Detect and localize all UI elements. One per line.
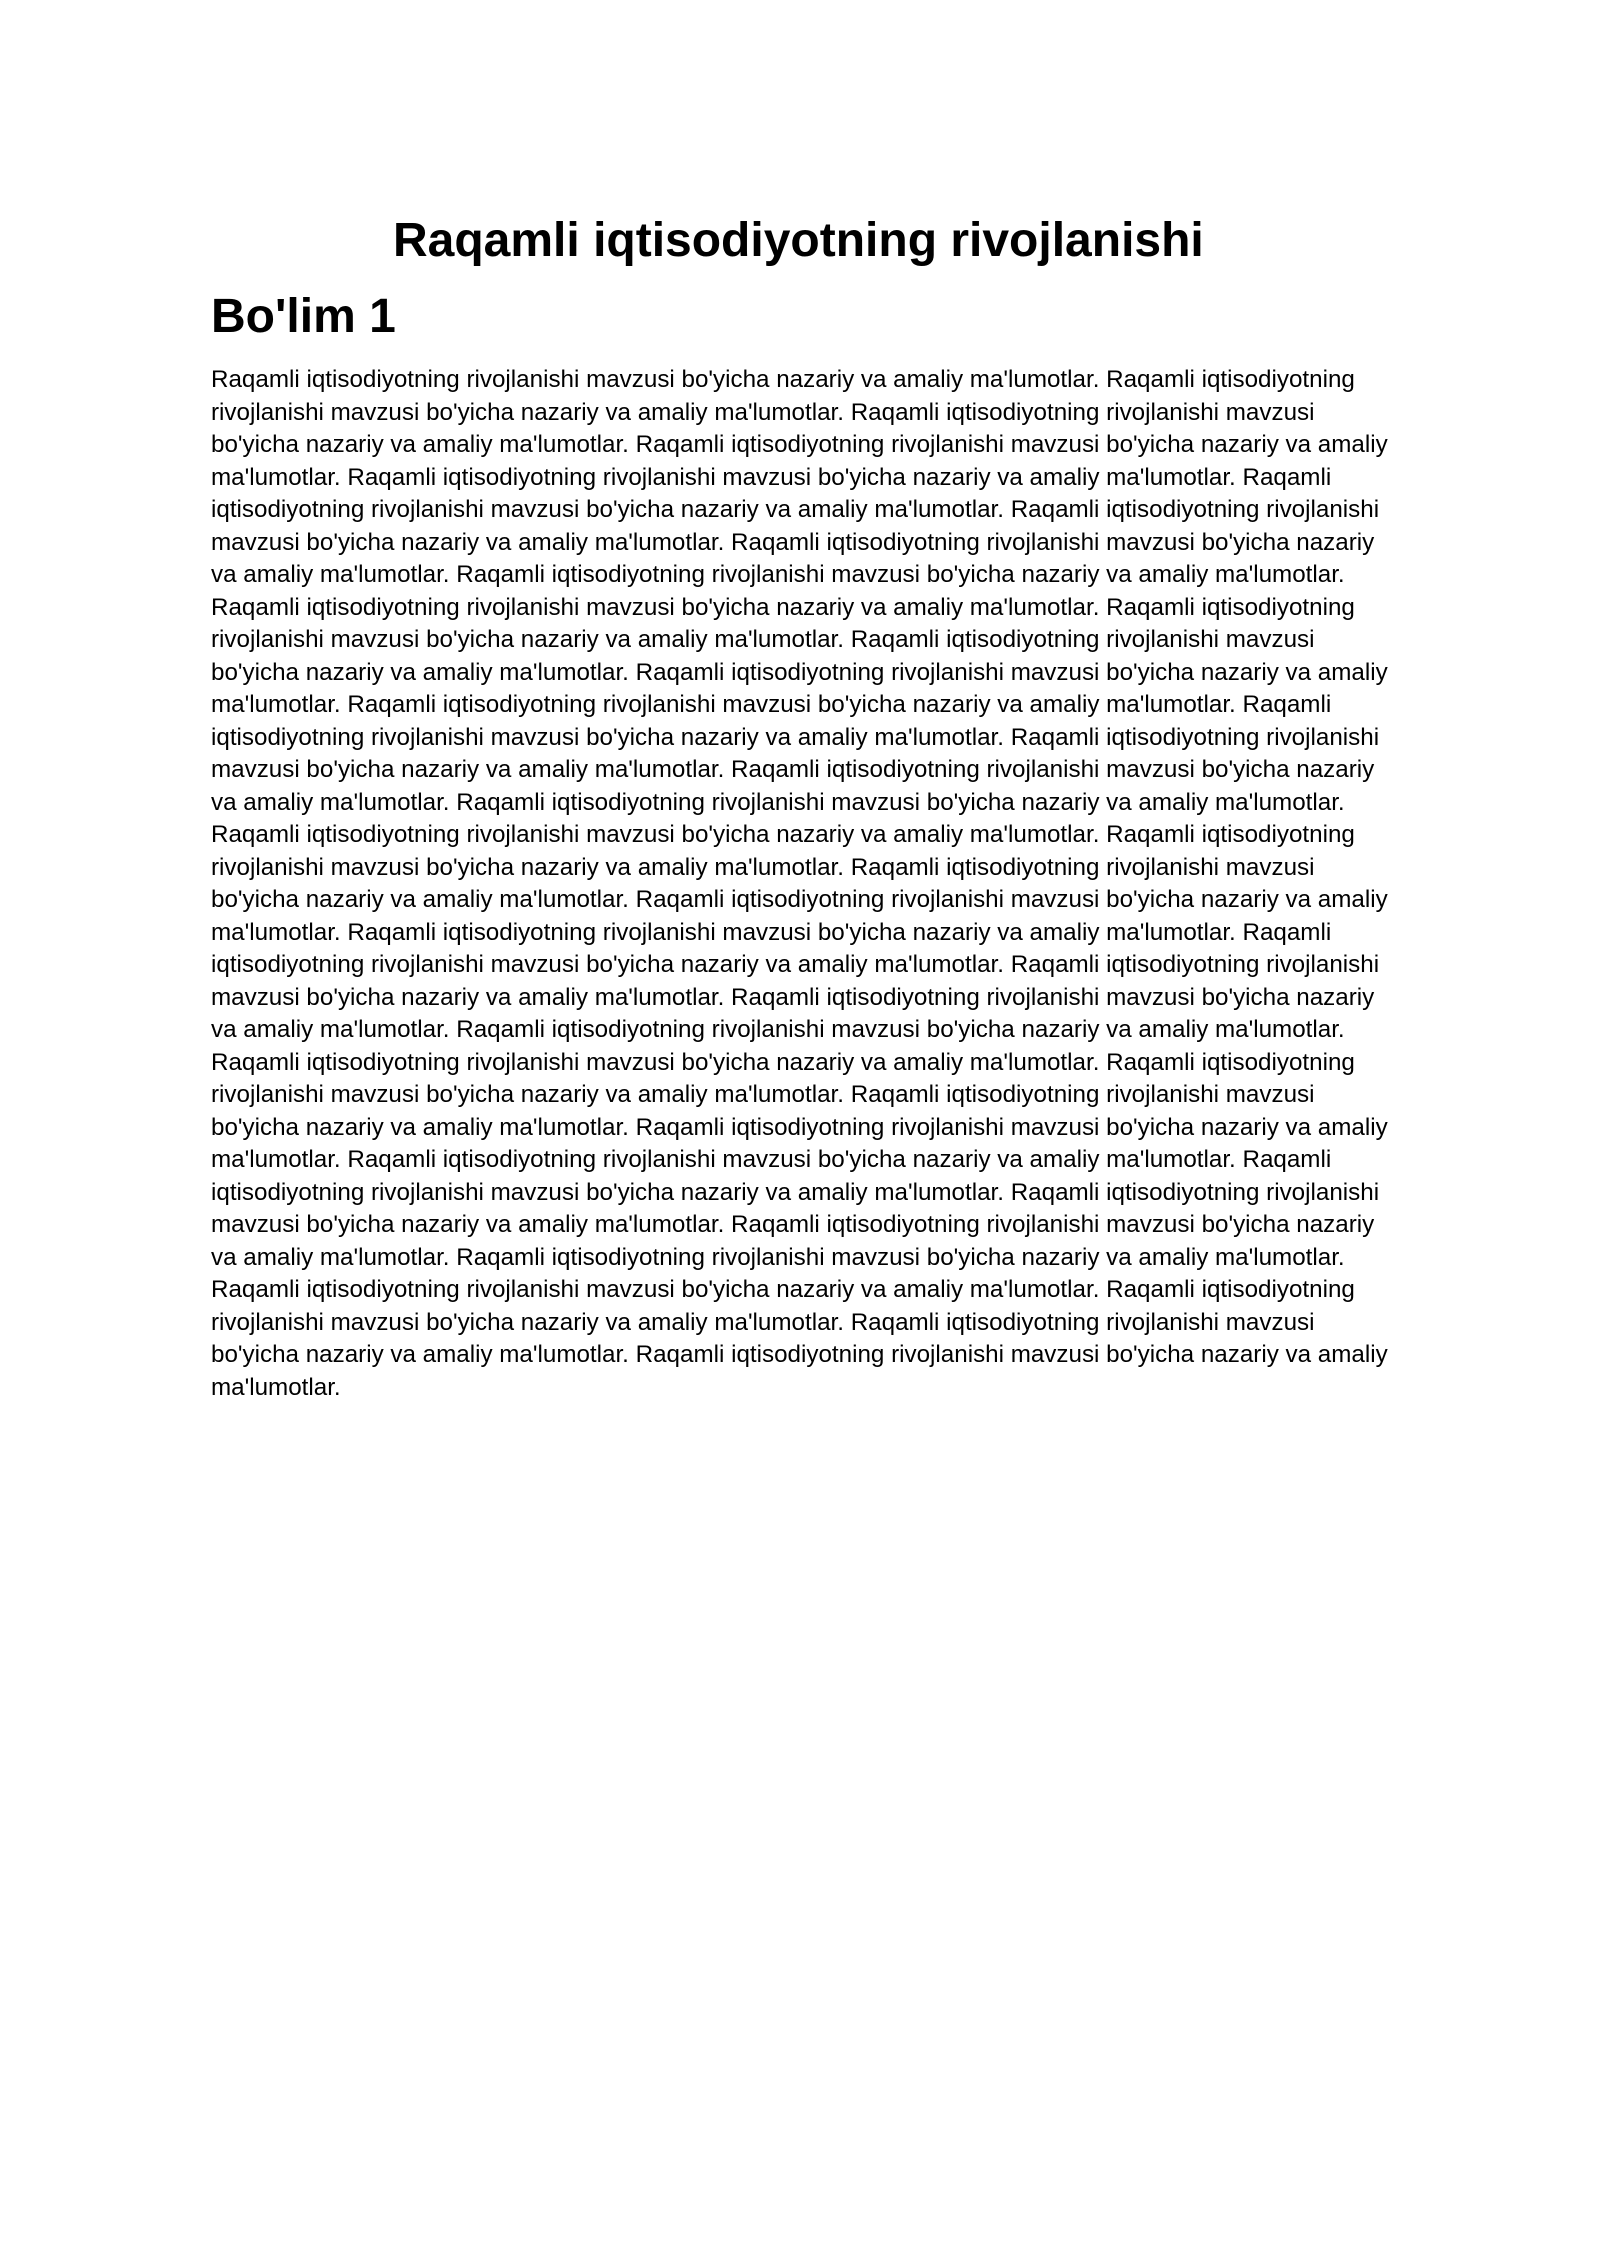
document-title: Raqamli iqtisodiyotning rivojlanishi — [393, 214, 1204, 267]
body-paragraph: Raqamli iqtisodiyotning rivojlanishi mavzusi bo'yicha nazariy va amaliy ma'lumotlar. Raqamli iqtisodiyotning rivojlanishi mavzusi bo'yicha nazariy va amaliy ma'lumotlar. Raqamli iqtisodiyotning rivojlanishi mavzusi bo'yicha nazariy va amaliy ma'lumotlar. Raqamli iqtisodiyotning rivojlanishi mavzusi bo'yicha nazariy va amaliy ma'lumotlar. Raqamli iqtisodiyotning rivojlanishi mavzusi bo'yicha nazariy va amaliy ma'lumotlar. Raqamli iqtisodiyotning rivojlanishi mavzusi bo'yicha nazariy va amaliy ma'lumotlar. Raqamli iqtisodiyotning rivojlanishi mavzusi bo'yicha nazariy va amaliy ma'lumotlar. Raqamli iqtisodiyotning rivojlanishi mavzusi bo'yicha nazariy va amaliy ma'lumotlar. Raqamli iqtisodiyotning rivojlanishi mavzusi bo'yicha nazariy va amaliy ma'lumotlar. Raqamli iqtisodiyotning rivojlanishi mavzusi bo'yicha nazariy va amaliy ma'lumotlar. Raqamli iqtisodiyotning rivojlanishi mavzusi bo'yicha nazariy va amaliy ma'lumotlar. Raqamli iqtisodiyotning rivojlanishi mavzusi bo'yicha nazariy va amaliy ma'lumotlar. Raqamli iqtisodiyotning rivojlanishi mavzusi bo'yicha nazariy va amaliy ma'lumotlar. Raqamli iqtisodiyotning rivojlanishi mavzusi bo'yicha nazariy va amaliy ma'lumotlar. Raqamli iqtisodiyotning rivojlanishi mavzusi bo'yicha nazariy va amaliy ma'lumotlar. Raqamli iqtisodiyotning rivojlanishi mavzusi bo'yicha nazariy va amaliy ma'lumotlar. Raqamli iqtisodiyotning rivojlanishi mavzusi bo'yicha nazariy va amaliy ma'lumotlar. Raqamli iqtisodiyotning rivojlanishi mavzusi bo'yicha nazariy va amaliy ma'lumotlar. Raqamli iqtisodiyotning rivojlanishi mavzusi bo'yicha nazariy va amaliy ma'lumotlar. Raqamli iqtisodiyotning rivojlanishi mavzusi bo'yicha nazariy va amaliy ma'lumotlar. Raqamli iqtisodiyotning rivojlanishi mavzusi bo'yicha nazariy va amaliy ma'lumotlar. Raqamli iqtisodiyotning rivojlanishi mavzusi bo'yicha nazariy va amaliy ma'lumotlar. Raqamli iqtisodiyotning rivojlanishi mavzusi bo'yicha nazariy va amaliy ma'lumotlar. Raqamli iqtisodiyotning rivojlanishi mavzusi bo'yicha nazariy va amaliy ma'lumotlar. Raqamli iqtisodiyotning rivojlanishi mavzusi bo'yicha nazariy va amaliy ma'lumotlar. Raqamli iqtisodiyotning rivojlanishi mavzusi bo'yicha nazariy va amaliy ma'lumotlar. Raqamli iqtisodiyotning rivojlanishi mavzusi bo'yicha nazariy va amaliy ma'lumotlar. Raqamli iqtisodiyotning rivojlanishi mavzusi bo'yicha nazariy va amaliy ma'lumotlar. Raqamli iqtisodiyotning rivojlanishi mavzusi bo'yicha nazariy va amaliy ma'lumotlar. Raqamli iqtisodiyotning rivojlanishi mavzusi bo'yicha nazariy va amaliy ma'lumotlar. Raqamli iqtisodiyotning rivojlanishi mavzusi bo'yicha nazariy va amaliy ma'lumotlar. Raqamli iqtisodiyotning rivojlanishi mavzusi bo'yicha nazariy va amaliy ma'lumotlar. Raqamli iqtisodiyotning rivojlanishi mavzusi bo'yicha nazariy va amaliy ma'lumotlar. Raqamli iqtisodiyotning rivojlanishi mavzusi bo'yicha nazariy va amaliy ma'lumotlar. Raqamli iqtisodiyotning rivojlanishi mavzusi bo'yicha nazariy va amaliy ma'lumotlar. Raqamli iqtisodiyotning rivojlanishi mavzusi bo'yicha nazariy va amaliy ma'lumotlar. Raqamli iqtisodiyotning rivojlanishi mavzusi bo'yicha nazariy va amaliy ma'lumotlar. Raqamli iqtisodiyotning rivojlanishi mavzusi bo'yicha nazariy va amaliy ma'lumotlar. Raqamli iqtisodiyotning rivojlanishi mavzusi bo'yicha nazariy va amaliy ma'lumotlar. Raqamli iqtisodiyotning rivojlanishi mavzusi bo'yicha nazariy va amaliy ma'lumotlar. — [211, 366, 1388, 1401]
section-heading: Bo'lim 1 — [211, 290, 396, 343]
